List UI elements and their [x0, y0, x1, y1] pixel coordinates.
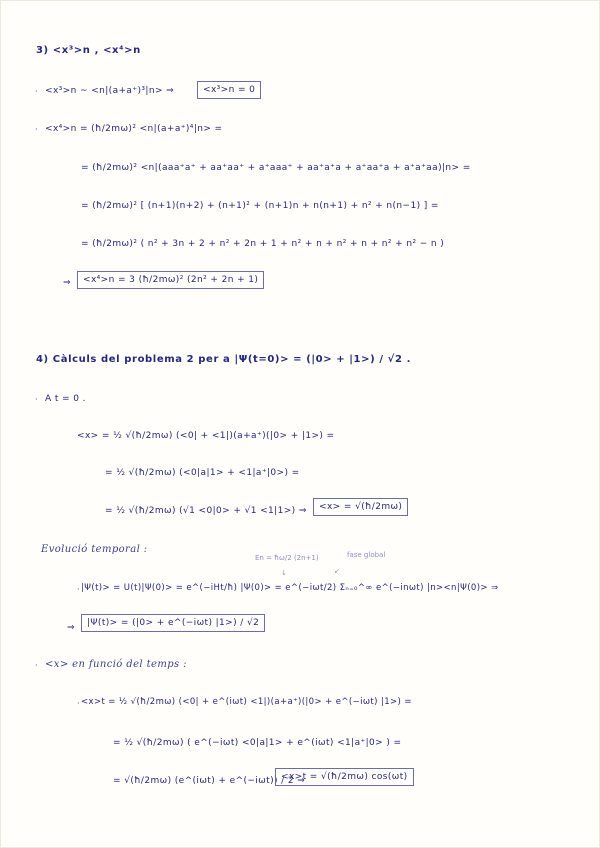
xt-line1: <x>t = ½ √(ħ/2mω) (<0| + e^(iωt) <1|)(a+a⁺)(|0> + e^(−iωt) |1>) = — [81, 697, 412, 707]
arrow-down-left-icon: ↙ — [334, 567, 340, 575]
x3-result-box: <x³>n = 0 — [197, 81, 261, 99]
bullet-dot-icon: · — [77, 585, 80, 594]
x-result-box: <x> = √(ħ/2mω) — [313, 498, 408, 516]
x-expectation-line1: <x> = ½ √(ħ/2mω) (<0| + <1|)(a+a⁺)(|0> + |1>) = — [77, 431, 335, 441]
arrow-down-icon: ↓ — [281, 569, 287, 577]
time-evolution-line: |Ψ(t)> = U(t)|Ψ(0)> = e^(−iHt/ħ) |Ψ(0)> = e^(−iωt/2) Σₙ₌₀^∞ e^(−inωt) |n><n|Ψ(0)> ⇒ — [81, 583, 499, 593]
implies-arrow: ⇒ — [67, 623, 75, 633]
x-vs-time-title: <x> en funció del temps : — [45, 659, 187, 670]
psi-t-result-box: |Ψ(t)> = (|0> + e^(−iωt) |1>) / √2 — [81, 614, 265, 632]
t0-label: A t = 0 . — [45, 394, 86, 404]
x3-expectation-line: <x³>n ~ <n|(a+a⁺)³|n> ⇒ — [45, 86, 175, 96]
time-evolution-title: Evolució temporal : — [41, 544, 148, 555]
x4-terms-line: = (ħ/2mω)² [ (n+1)(n+2) + (n+1)² + (n+1)n + n(n+1) + n² + n(n−1) ] = — [81, 201, 439, 211]
energy-note: En = ħω/2 (2n+1) — [255, 554, 319, 562]
bullet-dot-icon: · — [35, 125, 38, 134]
bullet-dot-icon: · — [35, 661, 38, 670]
x4-result-box: <x⁴>n = 3 (ħ/2mω)² (2n² + 2n + 1) — [77, 271, 264, 289]
xt-line3: = √(ħ/2mω) (e^(iωt) + e^(−iωt)) / 2 ⇒ — [113, 776, 306, 786]
global-phase-note: fase global — [347, 551, 386, 559]
xt-line2: = ½ √(ħ/2mω) ( e^(−iωt) <0|a|1> + e^(iωt) <1|a⁺|0> ) = — [113, 738, 402, 748]
implies-arrow: ⇒ — [63, 278, 71, 288]
xt-result-box: <x>t = √(ħ/2mω) cos(ωt) — [275, 768, 414, 786]
bullet-dot-icon: · — [35, 395, 38, 404]
bullet-dot-icon: · — [35, 87, 38, 96]
x4-expansion-line: = (ħ/2mω)² <n|(aaa⁺a⁺ + aa⁺aa⁺ + a⁺aaa⁺ + aa⁺a⁺a + a⁺aa⁺a + a⁺a⁺aa)|n> = — [81, 163, 471, 173]
section4-heading: 4) Càlculs del problema 2 per a |Ψ(t=0)> = (|0> + |1>) / √2 . — [36, 354, 411, 365]
x-expectation-line3: = ½ √(ħ/2mω) (√1 <0|0> + √1 <1|1>) ⇒ — [105, 506, 307, 516]
x4-sum-line: = (ħ/2mω)² ( n² + 3n + 2 + n² + 2n + 1 + n² + n + n² + n + n² + n² − n ) — [81, 239, 445, 249]
x4-expectation-line: <x⁴>n = (ħ/2mω)² <n|(a+a⁺)⁴|n> = — [45, 124, 223, 134]
x-expectation-line2: = ½ √(ħ/2mω) (<0|a|1> + <1|a⁺|0>) = — [105, 468, 300, 478]
section3-heading: 3) <x³>n , <x⁴>n — [36, 45, 141, 56]
bullet-dot-icon: · — [77, 699, 80, 708]
